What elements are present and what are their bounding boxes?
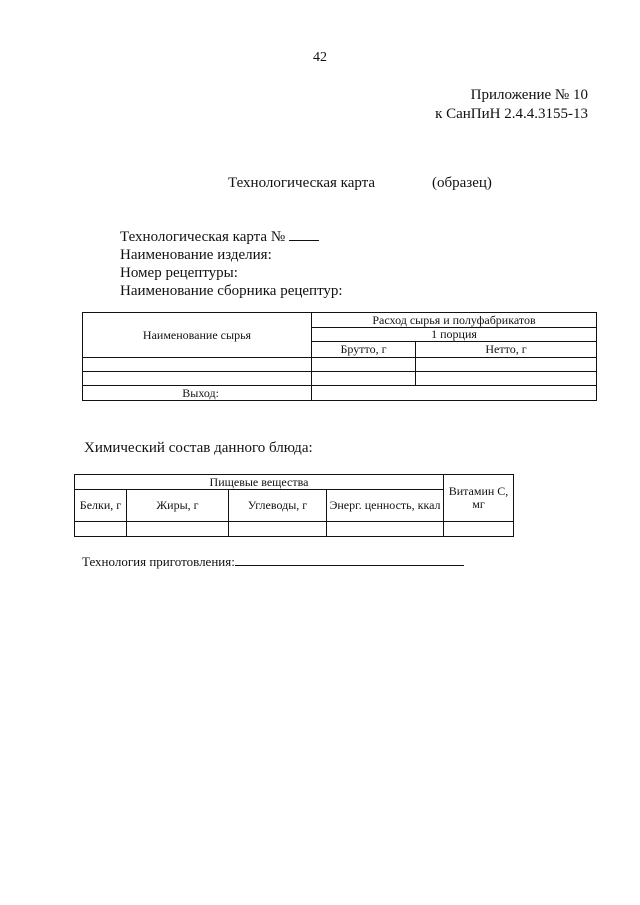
table-cell [229, 522, 327, 537]
table-row [83, 372, 597, 386]
header-energy: Энерг. ценность, ккал [327, 490, 444, 522]
table-cell [312, 358, 416, 372]
appendix-line-1: Приложение № 10 [470, 87, 588, 103]
header-carbs: Углеводы, г [229, 490, 327, 522]
chemical-composition-heading: Химический состав данного блюда: [84, 440, 313, 456]
header-raw-name: Наименование сырья [83, 313, 312, 358]
card-fields [120, 227, 343, 300]
table-cell [444, 522, 514, 537]
header-brutto: Брутто, г [312, 342, 416, 358]
header-netto: Нетто, г [416, 342, 597, 358]
header-fats: Жиры, г [127, 490, 229, 522]
table-cell [83, 358, 312, 372]
table-cell [416, 358, 597, 372]
table-cell [312, 372, 416, 386]
field-card-number [120, 227, 343, 246]
exit-row [83, 386, 597, 401]
table-row [75, 522, 514, 537]
raw-materials-table [82, 312, 597, 401]
technology-field [82, 553, 464, 570]
field-card-number-label: Технологическая карта № [120, 229, 286, 245]
field-collection-name: Наименование сборника рецептур: [120, 283, 343, 299]
table-cell [75, 522, 127, 537]
table-cell [127, 522, 229, 537]
header-consumption: Расход сырья и полуфабрикатов [312, 313, 597, 328]
header-vitamin-c: Витамин С, мг [444, 475, 514, 522]
table-cell [327, 522, 444, 537]
chemical-composition-table [74, 474, 514, 537]
technology-blank-line [235, 553, 464, 566]
card-title: Технологическая карта [228, 175, 376, 191]
exit-label: Выход: [83, 386, 312, 401]
header-proteins: Белки, г [75, 490, 127, 522]
field-recipe-number: Номер рецептуры: [120, 265, 238, 281]
appendix-line-2: к СанПиН 2.4.4.3155-13 [435, 106, 588, 122]
header-portion: 1 порция [312, 328, 597, 342]
table-cell [416, 372, 597, 386]
appendix-reference [435, 86, 588, 124]
exit-value-cell [312, 386, 597, 401]
card-sample-note: (образец) [432, 175, 492, 191]
header-nutrients: Пищевые вещества [75, 475, 444, 490]
table-cell [83, 372, 312, 386]
technology-label: Технология приготовления: [82, 554, 235, 569]
field-product-name: Наименование изделия: [120, 247, 272, 263]
table-row [83, 358, 597, 372]
page-number: 42 [313, 50, 327, 65]
card-number-blank [289, 227, 319, 241]
